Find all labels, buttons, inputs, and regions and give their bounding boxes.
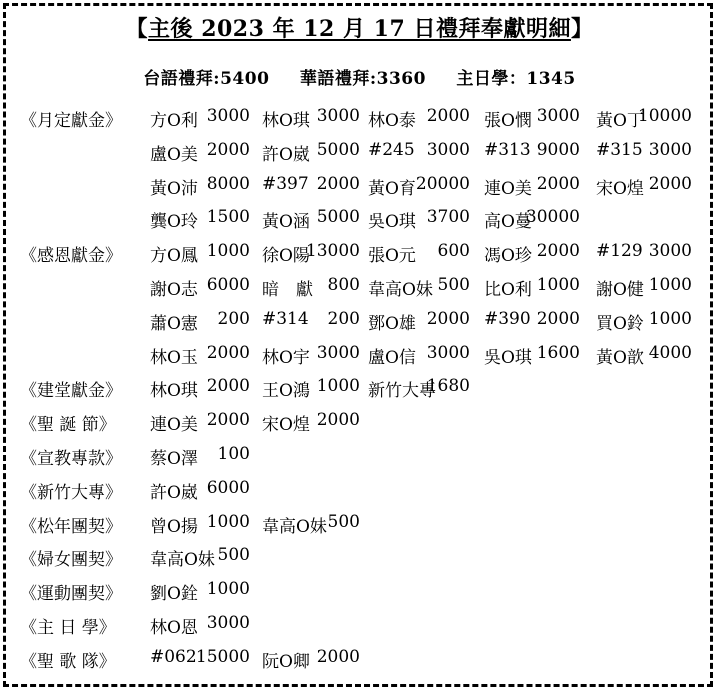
category-label: 《聖 誕 節》 — [20, 415, 116, 436]
donor-name: 高O蔓 — [484, 212, 532, 233]
donor-name: 盧O美 — [150, 144, 198, 165]
donation-amount: 100 — [217, 444, 250, 464]
donation-amount: 2000 — [206, 410, 250, 431]
donation-amount: 9000 — [536, 139, 580, 160]
donor-name: 方O鳳 — [150, 246, 198, 267]
donation-amount: 6000 — [206, 275, 250, 295]
donation-amount: 1000 — [316, 376, 360, 397]
donation-amount: 2000 — [426, 106, 470, 126]
donor-name: 宋O煌 — [262, 415, 310, 436]
donation-amount: 1000 — [206, 241, 250, 262]
donor-name: 張O元 — [368, 246, 416, 267]
offering-row — [0, 343, 719, 377]
donation-amount: 1600 — [536, 342, 580, 363]
donation-amount: 2000 — [426, 308, 470, 329]
donor-name: 黃O育 — [368, 178, 416, 199]
donor-name: 馮O珍 — [484, 246, 532, 267]
donor-name: 黃O涵 — [262, 212, 310, 233]
donation-amount: 4000 — [648, 342, 692, 363]
donation-amount: 20000 — [415, 173, 470, 194]
donation-amount: 2000 — [316, 410, 360, 431]
donation-amount: 3000 — [206, 106, 250, 126]
donor-name: 吳O琪 — [484, 347, 532, 368]
title-close-bracket: 】 — [570, 16, 594, 42]
donor-name: 宋O煌 — [596, 178, 644, 199]
donor-name: #062 — [150, 646, 197, 667]
donor-name: 林O恩 — [150, 618, 198, 638]
donation-amount: 600 — [437, 241, 470, 262]
offering-row — [0, 241, 719, 275]
donation-amount: 500 — [217, 545, 250, 566]
donor-name: 盧O信 — [368, 347, 416, 368]
donation-amount: 2000 — [206, 342, 250, 363]
donation-amount: 3700 — [426, 207, 470, 228]
donor-name: 謝O志 — [150, 280, 198, 300]
category-label: 《松年團契》 — [20, 516, 122, 537]
donation-amount: 3000 — [206, 613, 250, 633]
offering-row — [0, 478, 719, 512]
donor-name: 林O琪 — [262, 111, 310, 131]
donor-name: 比O利 — [484, 280, 532, 300]
category-label: 《宣教專款》 — [20, 449, 122, 469]
category-label: 《感恩獻金》 — [20, 246, 122, 267]
category-label: 《聖 歌 隊》 — [20, 651, 116, 672]
donation-amount: 2000 — [206, 376, 250, 397]
donation-amount: 500 — [437, 275, 470, 295]
donation-amount: 13000 — [305, 241, 360, 262]
donation-amount: 200 — [217, 308, 250, 329]
donor-name: 林O玉 — [150, 347, 198, 368]
offering-row — [0, 410, 719, 444]
donor-name: 許O崴 — [262, 144, 310, 165]
donor-name: 黃O歆 — [596, 347, 644, 368]
donation-amount: 1000 — [206, 511, 250, 532]
offering-row — [0, 444, 719, 478]
donor-name: 蕭O憲 — [150, 313, 198, 334]
offering-row — [0, 106, 719, 140]
summary-sunday-school: 主日學：1345 — [456, 69, 576, 89]
donation-amount: 30000 — [525, 207, 580, 228]
title-text: 主後 2023 年 12 月 17 日禮拜奉獻明細 — [148, 16, 571, 42]
page-title — [0, 12, 719, 43]
donation-amount: 3000 — [426, 342, 470, 363]
donor-name: 韋高O妹 — [150, 550, 215, 571]
donation-amount: 2000 — [536, 173, 580, 194]
donation-amount: 3000 — [316, 106, 360, 126]
category-label: 《建堂獻金》 — [20, 381, 122, 402]
donation-amount: 500 — [327, 511, 360, 532]
donation-amount: 2000 — [648, 173, 692, 194]
donation-amount: 800 — [327, 275, 360, 295]
donation-amount: 2000 — [316, 173, 360, 194]
donor-name: 連O美 — [484, 178, 532, 199]
donor-name: 阮O卿 — [262, 651, 310, 672]
donor-name: 許O崴 — [150, 482, 198, 503]
category-label: 《主 日 學》 — [20, 618, 116, 638]
donation-amount: 3000 — [316, 342, 360, 363]
offering-row — [0, 140, 719, 174]
donation-amount: 1000 — [648, 275, 692, 295]
offering-row — [0, 275, 719, 309]
donation-amount: 8000 — [206, 173, 250, 194]
donation-amount: 1000 — [536, 275, 580, 295]
donor-name: #390 — [484, 308, 531, 329]
donation-amount: 2000 — [536, 241, 580, 262]
donor-name: 韋高O妹 — [368, 280, 433, 300]
donation-amount: 2000 — [206, 139, 250, 160]
summary-taiwanese: 台語禮拜:5400 — [143, 69, 270, 89]
donor-name: 林O宇 — [262, 347, 310, 368]
offering-row — [0, 174, 719, 208]
attendance-summary — [0, 64, 719, 89]
donation-amount: 200 — [327, 308, 360, 329]
donor-name: 黃O沛 — [150, 178, 198, 199]
donation-amount: 3000 — [536, 106, 580, 126]
donor-name: 買O鈴 — [596, 313, 644, 334]
donor-name: 張O憫 — [484, 111, 532, 131]
donor-name: 謝O健 — [596, 280, 644, 300]
donor-name: 徐O陽 — [262, 246, 310, 267]
offering-row — [0, 512, 719, 546]
donation-amount: 15000 — [195, 646, 250, 667]
offering-row — [0, 309, 719, 343]
donation-amount: 5000 — [316, 207, 360, 228]
title-open-bracket: 【 — [125, 16, 149, 42]
offering-row — [0, 647, 719, 681]
donation-amount: 1680 — [426, 376, 470, 397]
donor-name: 新竹大專 — [368, 381, 436, 402]
offering-row — [0, 376, 719, 410]
donor-name: #315 — [596, 139, 643, 160]
donation-amount: 3000 — [648, 139, 692, 160]
donor-name: #313 — [484, 139, 531, 160]
donation-amount: 1000 — [206, 579, 250, 600]
donation-amount: 6000 — [206, 477, 250, 498]
donor-name: 方O利 — [150, 111, 198, 131]
donor-name: 龔O玲 — [150, 212, 198, 233]
category-label: 《婦女團契》 — [20, 550, 122, 571]
category-label: 《月定獻金》 — [20, 111, 122, 131]
offering-row — [0, 545, 719, 579]
donor-name: 暗 獻 — [262, 280, 313, 300]
donor-name: 曾O揚 — [150, 516, 198, 537]
offering-row — [0, 613, 719, 647]
donor-name: 韋高O妹 — [262, 516, 327, 537]
donor-name: 王O鴻 — [262, 381, 310, 402]
category-label: 《新竹大專》 — [20, 482, 122, 503]
donation-amount: 1000 — [648, 308, 692, 329]
donor-name: 蔡O澤 — [150, 449, 198, 469]
donor-name: #245 — [368, 139, 415, 160]
donation-amount: 2000 — [316, 646, 360, 667]
donor-name: #129 — [596, 241, 643, 262]
category-label: 《運動團契》 — [20, 584, 122, 605]
donation-amount: 2000 — [536, 308, 580, 329]
donor-name: 黃O丁 — [596, 111, 644, 131]
donation-amount: 3000 — [426, 139, 470, 160]
donation-amount: 1500 — [206, 207, 250, 228]
donation-amount: 3000 — [648, 241, 692, 262]
offering-row — [0, 579, 719, 613]
donor-name: #397 — [262, 173, 309, 194]
summary-mandarin: 華語禮拜:3360 — [299, 69, 426, 89]
donor-name: 林O琪 — [150, 381, 198, 402]
donor-name: 吳O琪 — [368, 212, 416, 233]
donor-name: #314 — [262, 308, 309, 329]
donor-name: 林O泰 — [368, 111, 416, 131]
donor-name: 連O美 — [150, 415, 198, 436]
donation-amount: 5000 — [316, 139, 360, 160]
donation-amount: 10000 — [637, 106, 692, 126]
offering-row — [0, 207, 719, 241]
donor-name: 鄧O雄 — [368, 313, 416, 334]
donor-name: 劉O銓 — [150, 584, 198, 605]
